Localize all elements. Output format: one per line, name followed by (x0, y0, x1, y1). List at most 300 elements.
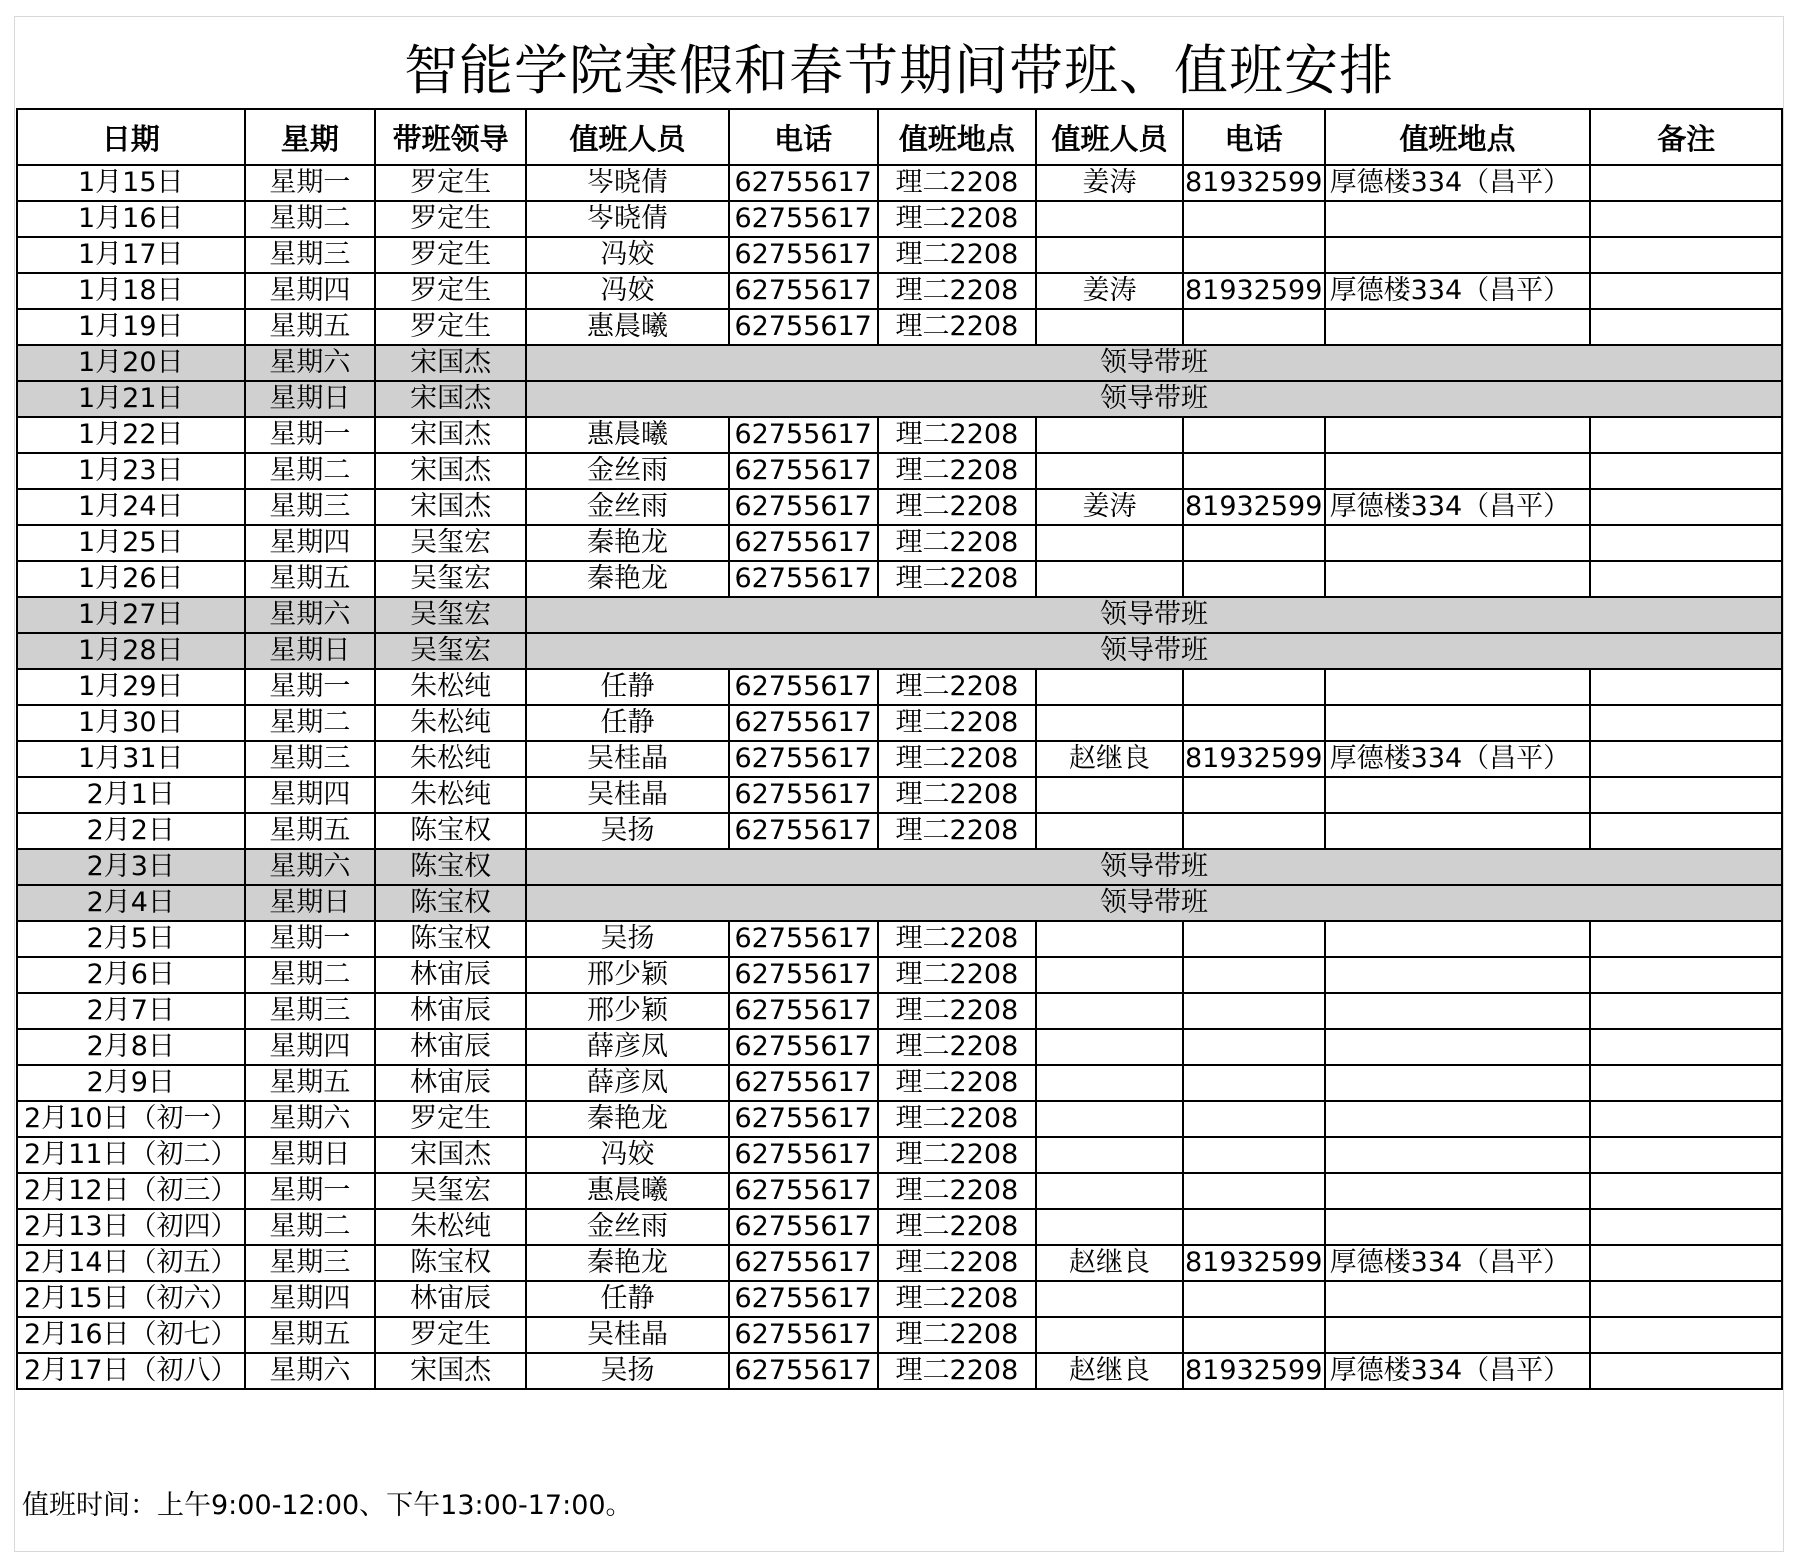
cell-remark (1590, 1281, 1782, 1317)
cell-duty2: 姜涛 (1036, 165, 1182, 201)
cell-phone2 (1183, 1029, 1325, 1065)
cell-weekday: 星期三 (245, 1245, 376, 1281)
table-row (17, 813, 1782, 849)
cell-phone2 (1183, 921, 1325, 957)
cell-leader: 吴玺宏 (375, 1173, 526, 1209)
cell-weekday: 星期五 (245, 1065, 376, 1101)
table-row (17, 1065, 1782, 1101)
cell-leader: 宋国杰 (375, 489, 526, 525)
cell-phone2: 81932599 (1183, 1353, 1325, 1389)
cell-date: 2月17日（初八） (17, 1353, 245, 1389)
cell-phone: 62755617 (729, 489, 878, 525)
cell-phone: 62755617 (729, 165, 878, 201)
cell-phone: 62755617 (729, 777, 878, 813)
cell-date: 1月26日 (17, 561, 245, 597)
cell-location: 理二2208 (878, 921, 1037, 957)
table-row (17, 633, 1782, 669)
cell-remark (1590, 273, 1782, 309)
cell-leader: 陈宝权 (375, 885, 526, 921)
cell-remark (1590, 957, 1782, 993)
table-row (17, 1209, 1782, 1245)
cell-remark (1590, 1137, 1782, 1173)
cell-remark (1590, 741, 1782, 777)
cell-phone: 62755617 (729, 1317, 878, 1353)
cell-duty2 (1036, 309, 1182, 345)
cell-phone2: 81932599 (1183, 273, 1325, 309)
cell-duty: 冯姣 (526, 237, 729, 273)
cell-weekday: 星期三 (245, 489, 376, 525)
cell-phone: 62755617 (729, 813, 878, 849)
cell-phone2 (1183, 957, 1325, 993)
cell-location: 理二2208 (878, 1137, 1037, 1173)
cell-duty: 冯姣 (526, 1137, 729, 1173)
cell-phone: 62755617 (729, 561, 878, 597)
cell-duty: 薛彦凤 (526, 1065, 729, 1101)
cell-date: 2月10日（初一） (17, 1101, 245, 1137)
cell-location2 (1325, 921, 1591, 957)
cell-location2 (1325, 453, 1591, 489)
cell-leader: 罗定生 (375, 165, 526, 201)
cell-location2 (1325, 417, 1591, 453)
cell-phone: 62755617 (729, 741, 878, 777)
cell-location: 理二2208 (878, 993, 1037, 1029)
cell-duty2 (1036, 1029, 1182, 1065)
cell-weekday: 星期二 (245, 705, 376, 741)
cell-duty2 (1036, 201, 1182, 237)
cell-leader: 宋国杰 (375, 453, 526, 489)
cell-remark (1590, 1353, 1782, 1389)
cell-phone2 (1183, 201, 1325, 237)
cell-duty2 (1036, 957, 1182, 993)
cell-weekday: 星期二 (245, 201, 376, 237)
cell-phone2: 81932599 (1183, 741, 1325, 777)
cell-phone: 62755617 (729, 705, 878, 741)
cell-duty2: 赵继良 (1036, 1245, 1182, 1281)
cell-remark (1590, 1173, 1782, 1209)
cell-remark (1590, 237, 1782, 273)
table-row (17, 489, 1782, 525)
cell-location2: 厚德楼334（昌平） (1325, 1245, 1591, 1281)
cell-location2 (1325, 201, 1591, 237)
cell-phone2 (1183, 1101, 1325, 1137)
cell-weekday: 星期二 (245, 957, 376, 993)
cell-leader: 罗定生 (375, 1317, 526, 1353)
cell-location: 理二2208 (878, 489, 1037, 525)
cell-phone: 62755617 (729, 525, 878, 561)
cell-duty2 (1036, 705, 1182, 741)
cell-weekday: 星期一 (245, 165, 376, 201)
cell-date: 2月11日（初二） (17, 1137, 245, 1173)
cell-merged: 领导带班 (526, 885, 1782, 921)
table-row (17, 921, 1782, 957)
header-weekday: 星期 (245, 109, 376, 165)
cell-location: 理二2208 (878, 1281, 1037, 1317)
cell-leader: 朱松纯 (375, 1209, 526, 1245)
cell-leader: 林宙辰 (375, 957, 526, 993)
cell-phone2 (1183, 525, 1325, 561)
cell-duty: 薛彦凤 (526, 1029, 729, 1065)
header-date: 日期 (17, 109, 245, 165)
cell-phone: 62755617 (729, 921, 878, 957)
table-row (17, 885, 1782, 921)
cell-weekday: 星期六 (245, 1353, 376, 1389)
cell-date: 2月7日 (17, 993, 245, 1029)
cell-location: 理二2208 (878, 417, 1037, 453)
cell-weekday: 星期五 (245, 561, 376, 597)
cell-phone: 62755617 (729, 1173, 878, 1209)
table-row (17, 1101, 1782, 1137)
cell-date: 2月16日（初七） (17, 1317, 245, 1353)
table-row (17, 201, 1782, 237)
cell-duty2 (1036, 777, 1182, 813)
cell-leader: 林宙辰 (375, 1065, 526, 1101)
cell-leader: 吴玺宏 (375, 525, 526, 561)
cell-phone2 (1183, 237, 1325, 273)
cell-leader: 宋国杰 (375, 345, 526, 381)
cell-date: 1月28日 (17, 633, 245, 669)
cell-date: 1月15日 (17, 165, 245, 201)
cell-phone2 (1183, 1137, 1325, 1173)
cell-leader: 罗定生 (375, 1101, 526, 1137)
cell-remark (1590, 417, 1782, 453)
cell-leader: 宋国杰 (375, 417, 526, 453)
cell-phone: 62755617 (729, 1209, 878, 1245)
cell-duty2 (1036, 525, 1182, 561)
cell-duty2 (1036, 1137, 1182, 1173)
cell-phone2 (1183, 309, 1325, 345)
cell-duty2 (1036, 1317, 1182, 1353)
cell-date: 2月3日 (17, 849, 245, 885)
table-row (17, 165, 1782, 201)
table-row (17, 381, 1782, 417)
cell-leader: 林宙辰 (375, 1281, 526, 1317)
cell-location2 (1325, 1317, 1591, 1353)
cell-location: 理二2208 (878, 1173, 1037, 1209)
cell-weekday: 星期三 (245, 237, 376, 273)
cell-leader: 朱松纯 (375, 669, 526, 705)
cell-date: 1月19日 (17, 309, 245, 345)
cell-location: 理二2208 (878, 777, 1037, 813)
cell-phone: 62755617 (729, 273, 878, 309)
cell-location: 理二2208 (878, 1065, 1037, 1101)
header-row (17, 109, 1782, 165)
cell-duty2: 赵继良 (1036, 1353, 1182, 1389)
cell-weekday: 星期五 (245, 309, 376, 345)
cell-phone2 (1183, 669, 1325, 705)
cell-duty: 秦艳龙 (526, 561, 729, 597)
table-row (17, 561, 1782, 597)
cell-location: 理二2208 (878, 1029, 1037, 1065)
cell-remark (1590, 561, 1782, 597)
cell-remark (1590, 525, 1782, 561)
cell-merged: 领导带班 (526, 345, 1782, 381)
cell-location2 (1325, 705, 1591, 741)
cell-phone: 62755617 (729, 1065, 878, 1101)
table-row (17, 1137, 1782, 1173)
cell-leader: 林宙辰 (375, 993, 526, 1029)
cell-duty: 金丝雨 (526, 453, 729, 489)
cell-phone: 62755617 (729, 417, 878, 453)
cell-phone: 62755617 (729, 201, 878, 237)
cell-weekday: 星期五 (245, 813, 376, 849)
cell-date: 2月6日 (17, 957, 245, 993)
cell-phone: 62755617 (729, 237, 878, 273)
cell-remark (1590, 993, 1782, 1029)
cell-leader: 陈宝权 (375, 921, 526, 957)
cell-date: 1月21日 (17, 381, 245, 417)
cell-date: 2月4日 (17, 885, 245, 921)
cell-date: 1月22日 (17, 417, 245, 453)
cell-phone2: 81932599 (1183, 165, 1325, 201)
cell-duty: 任静 (526, 669, 729, 705)
cell-leader: 罗定生 (375, 237, 526, 273)
cell-date: 2月13日（初四） (17, 1209, 245, 1245)
cell-remark (1590, 705, 1782, 741)
cell-duty: 惠晨曦 (526, 309, 729, 345)
cell-location: 理二2208 (878, 165, 1037, 201)
cell-duty: 邢少颖 (526, 993, 729, 1029)
cell-date: 1月20日 (17, 345, 245, 381)
cell-location: 理二2208 (878, 1101, 1037, 1137)
cell-remark (1590, 1101, 1782, 1137)
cell-location: 理二2208 (878, 273, 1037, 309)
table-row (17, 1173, 1782, 1209)
cell-date: 2月5日 (17, 921, 245, 957)
cell-weekday: 星期三 (245, 741, 376, 777)
cell-location: 理二2208 (878, 237, 1037, 273)
cell-weekday: 星期二 (245, 1209, 376, 1245)
cell-location: 理二2208 (878, 741, 1037, 777)
cell-location2: 厚德楼334（昌平） (1325, 165, 1591, 201)
cell-merged: 领导带班 (526, 381, 1782, 417)
cell-weekday: 星期四 (245, 1029, 376, 1065)
cell-merged: 领导带班 (526, 849, 1782, 885)
cell-phone2 (1183, 561, 1325, 597)
cell-leader: 朱松纯 (375, 705, 526, 741)
cell-remark (1590, 1245, 1782, 1281)
cell-phone2 (1183, 1281, 1325, 1317)
cell-date: 1月24日 (17, 489, 245, 525)
cell-date: 1月25日 (17, 525, 245, 561)
table-row (17, 705, 1782, 741)
cell-duty: 惠晨曦 (526, 1173, 729, 1209)
cell-phone: 62755617 (729, 1353, 878, 1389)
cell-duty: 吴桂晶 (526, 741, 729, 777)
cell-location2 (1325, 561, 1591, 597)
cell-location: 理二2208 (878, 813, 1037, 849)
cell-leader: 陈宝权 (375, 813, 526, 849)
cell-location2 (1325, 1029, 1591, 1065)
cell-duty: 岑晓倩 (526, 201, 729, 237)
cell-duty2: 姜涛 (1036, 489, 1182, 525)
cell-duty: 惠晨曦 (526, 417, 729, 453)
cell-phone2 (1183, 1173, 1325, 1209)
cell-date: 2月14日（初五） (17, 1245, 245, 1281)
cell-duty2 (1036, 813, 1182, 849)
cell-location: 理二2208 (878, 1209, 1037, 1245)
cell-duty2 (1036, 1173, 1182, 1209)
cell-phone: 62755617 (729, 309, 878, 345)
duty-time-note: 值班时间：上午9:00-12:00、下午13:00-17:00。 (22, 1490, 633, 1521)
cell-weekday: 星期日 (245, 633, 376, 669)
cell-date: 2月12日（初三） (17, 1173, 245, 1209)
cell-location2 (1325, 1281, 1591, 1317)
cell-phone2: 81932599 (1183, 489, 1325, 525)
cell-location2 (1325, 957, 1591, 993)
cell-weekday: 星期一 (245, 669, 376, 705)
table-row (17, 453, 1782, 489)
table-row (17, 669, 1782, 705)
header-duty-2: 值班人员 (1036, 109, 1182, 165)
table-row (17, 1281, 1782, 1317)
cell-date: 2月9日 (17, 1065, 245, 1101)
cell-phone: 62755617 (729, 993, 878, 1029)
cell-duty: 秦艳龙 (526, 525, 729, 561)
cell-duty2 (1036, 237, 1182, 273)
cell-duty: 金丝雨 (526, 489, 729, 525)
cell-duty: 吴桂晶 (526, 777, 729, 813)
cell-duty2 (1036, 1209, 1182, 1245)
cell-duty: 吴扬 (526, 1353, 729, 1389)
cell-location2 (1325, 1065, 1591, 1101)
table-row (17, 525, 1782, 561)
cell-phone: 62755617 (729, 453, 878, 489)
cell-leader: 宋国杰 (375, 381, 526, 417)
cell-phone2 (1183, 705, 1325, 741)
cell-remark (1590, 165, 1782, 201)
table-row (17, 1029, 1782, 1065)
cell-location2 (1325, 1101, 1591, 1137)
table-row (17, 993, 1782, 1029)
cell-leader: 林宙辰 (375, 1029, 526, 1065)
cell-date: 1月29日 (17, 669, 245, 705)
table-row (17, 957, 1782, 993)
cell-location2 (1325, 777, 1591, 813)
header-phone-2: 电话 (1183, 109, 1325, 165)
cell-phone: 62755617 (729, 1137, 878, 1173)
table-row (17, 237, 1782, 273)
cell-weekday: 星期四 (245, 1281, 376, 1317)
cell-weekday: 星期四 (245, 777, 376, 813)
table-row (17, 777, 1782, 813)
cell-remark (1590, 777, 1782, 813)
cell-weekday: 星期二 (245, 453, 376, 489)
cell-duty2 (1036, 921, 1182, 957)
cell-weekday: 星期四 (245, 525, 376, 561)
cell-location: 理二2208 (878, 957, 1037, 993)
cell-location2 (1325, 525, 1591, 561)
cell-date: 2月1日 (17, 777, 245, 813)
cell-location: 理二2208 (878, 1353, 1037, 1389)
cell-location: 理二2208 (878, 525, 1037, 561)
cell-weekday: 星期三 (245, 993, 376, 1029)
table-row (17, 849, 1782, 885)
cell-location2: 厚德楼334（昌平） (1325, 489, 1591, 525)
cell-remark (1590, 1065, 1782, 1101)
cell-remark (1590, 489, 1782, 525)
cell-weekday: 星期六 (245, 345, 376, 381)
header-duty: 值班人员 (526, 109, 729, 165)
table-row (17, 273, 1782, 309)
cell-location: 理二2208 (878, 453, 1037, 489)
cell-leader: 吴玺宏 (375, 561, 526, 597)
page-title: 智能学院寒假和春节期间带班、值班安排 (404, 39, 1394, 102)
cell-weekday: 星期六 (245, 597, 376, 633)
cell-phone: 62755617 (729, 1281, 878, 1317)
cell-phone2 (1183, 417, 1325, 453)
cell-location2 (1325, 309, 1591, 345)
cell-duty: 金丝雨 (526, 1209, 729, 1245)
schedule-body (17, 165, 1782, 1389)
cell-weekday: 星期一 (245, 921, 376, 957)
cell-location2 (1325, 1173, 1591, 1209)
cell-location: 理二2208 (878, 705, 1037, 741)
cell-location: 理二2208 (878, 669, 1037, 705)
cell-weekday: 星期日 (245, 885, 376, 921)
cell-duty: 岑晓倩 (526, 165, 729, 201)
cell-phone: 62755617 (729, 957, 878, 993)
cell-remark (1590, 669, 1782, 705)
cell-duty: 任静 (526, 1281, 729, 1317)
cell-location2: 厚德楼334（昌平） (1325, 741, 1591, 777)
table-row (17, 345, 1782, 381)
cell-duty: 冯姣 (526, 273, 729, 309)
cell-date: 1月17日 (17, 237, 245, 273)
duty-schedule-table (16, 108, 1783, 1390)
cell-duty2 (1036, 561, 1182, 597)
cell-phone: 62755617 (729, 1245, 878, 1281)
cell-duty: 秦艳龙 (526, 1101, 729, 1137)
table-row (17, 741, 1782, 777)
cell-remark (1590, 1209, 1782, 1245)
table-row (17, 417, 1782, 453)
cell-leader: 朱松纯 (375, 777, 526, 813)
table-row (17, 1317, 1782, 1353)
header-location: 值班地点 (878, 109, 1037, 165)
cell-location2: 厚德楼334（昌平） (1325, 273, 1591, 309)
cell-remark (1590, 1317, 1782, 1353)
cell-phone2 (1183, 1317, 1325, 1353)
cell-date: 2月2日 (17, 813, 245, 849)
cell-duty2 (1036, 453, 1182, 489)
table-row (17, 597, 1782, 633)
cell-duty: 吴扬 (526, 921, 729, 957)
cell-leader: 朱松纯 (375, 741, 526, 777)
cell-date: 2月15日（初六） (17, 1281, 245, 1317)
cell-location: 理二2208 (878, 561, 1037, 597)
cell-location2 (1325, 993, 1591, 1029)
cell-location: 理二2208 (878, 1317, 1037, 1353)
cell-duty: 任静 (526, 705, 729, 741)
cell-weekday: 星期日 (245, 381, 376, 417)
cell-remark (1590, 921, 1782, 957)
cell-remark (1590, 309, 1782, 345)
cell-date: 1月27日 (17, 597, 245, 633)
cell-date: 1月23日 (17, 453, 245, 489)
cell-weekday: 星期六 (245, 1101, 376, 1137)
cell-weekday: 星期四 (245, 273, 376, 309)
cell-date: 1月18日 (17, 273, 245, 309)
cell-merged: 领导带班 (526, 633, 1782, 669)
cell-location2 (1325, 669, 1591, 705)
cell-duty2 (1036, 1281, 1182, 1317)
cell-duty2: 姜涛 (1036, 273, 1182, 309)
cell-weekday: 星期一 (245, 1173, 376, 1209)
cell-duty2: 赵继良 (1036, 741, 1182, 777)
cell-leader: 吴玺宏 (375, 633, 526, 669)
cell-duty2 (1036, 417, 1182, 453)
cell-leader: 宋国杰 (375, 1353, 526, 1389)
